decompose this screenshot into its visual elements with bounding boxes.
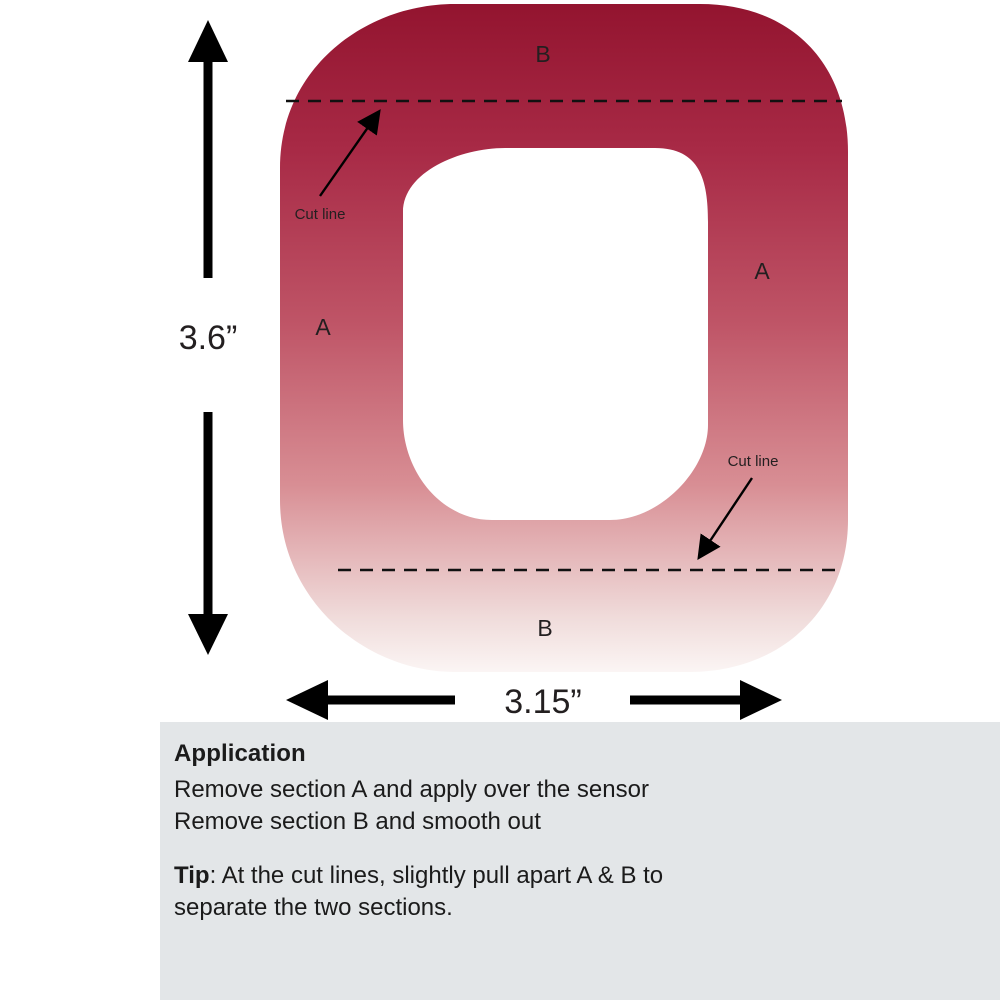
patch-shape <box>280 4 848 672</box>
height-dimension-label: 3.6” <box>178 319 238 357</box>
tip-label: Tip <box>174 862 210 890</box>
label-section-b-bottom: B <box>537 615 553 641</box>
label-cut-line-bottom: Cut line <box>727 453 779 470</box>
info-line-1: Remove section A and apply over the sensor <box>174 776 649 803</box>
info-line-2: Remove section B and smooth out <box>174 808 541 836</box>
label-section-a-left: A <box>315 314 331 340</box>
label-section-a-right: A <box>754 258 770 284</box>
tip-text-line-2: separate the two sections. <box>174 894 453 922</box>
label-cut-line-top: Cut line <box>294 206 346 223</box>
tip-block <box>174 860 1000 892</box>
info-heading: Application <box>174 740 306 767</box>
width-dimension-label: 3.15” <box>504 683 582 721</box>
label-section-b-top: B <box>535 41 551 67</box>
info-spacer <box>174 838 1000 860</box>
tip-text-line-1: : At the cut lines, slightly pull apart A & B to <box>209 862 664 890</box>
application-info-panel <box>160 722 1000 1000</box>
